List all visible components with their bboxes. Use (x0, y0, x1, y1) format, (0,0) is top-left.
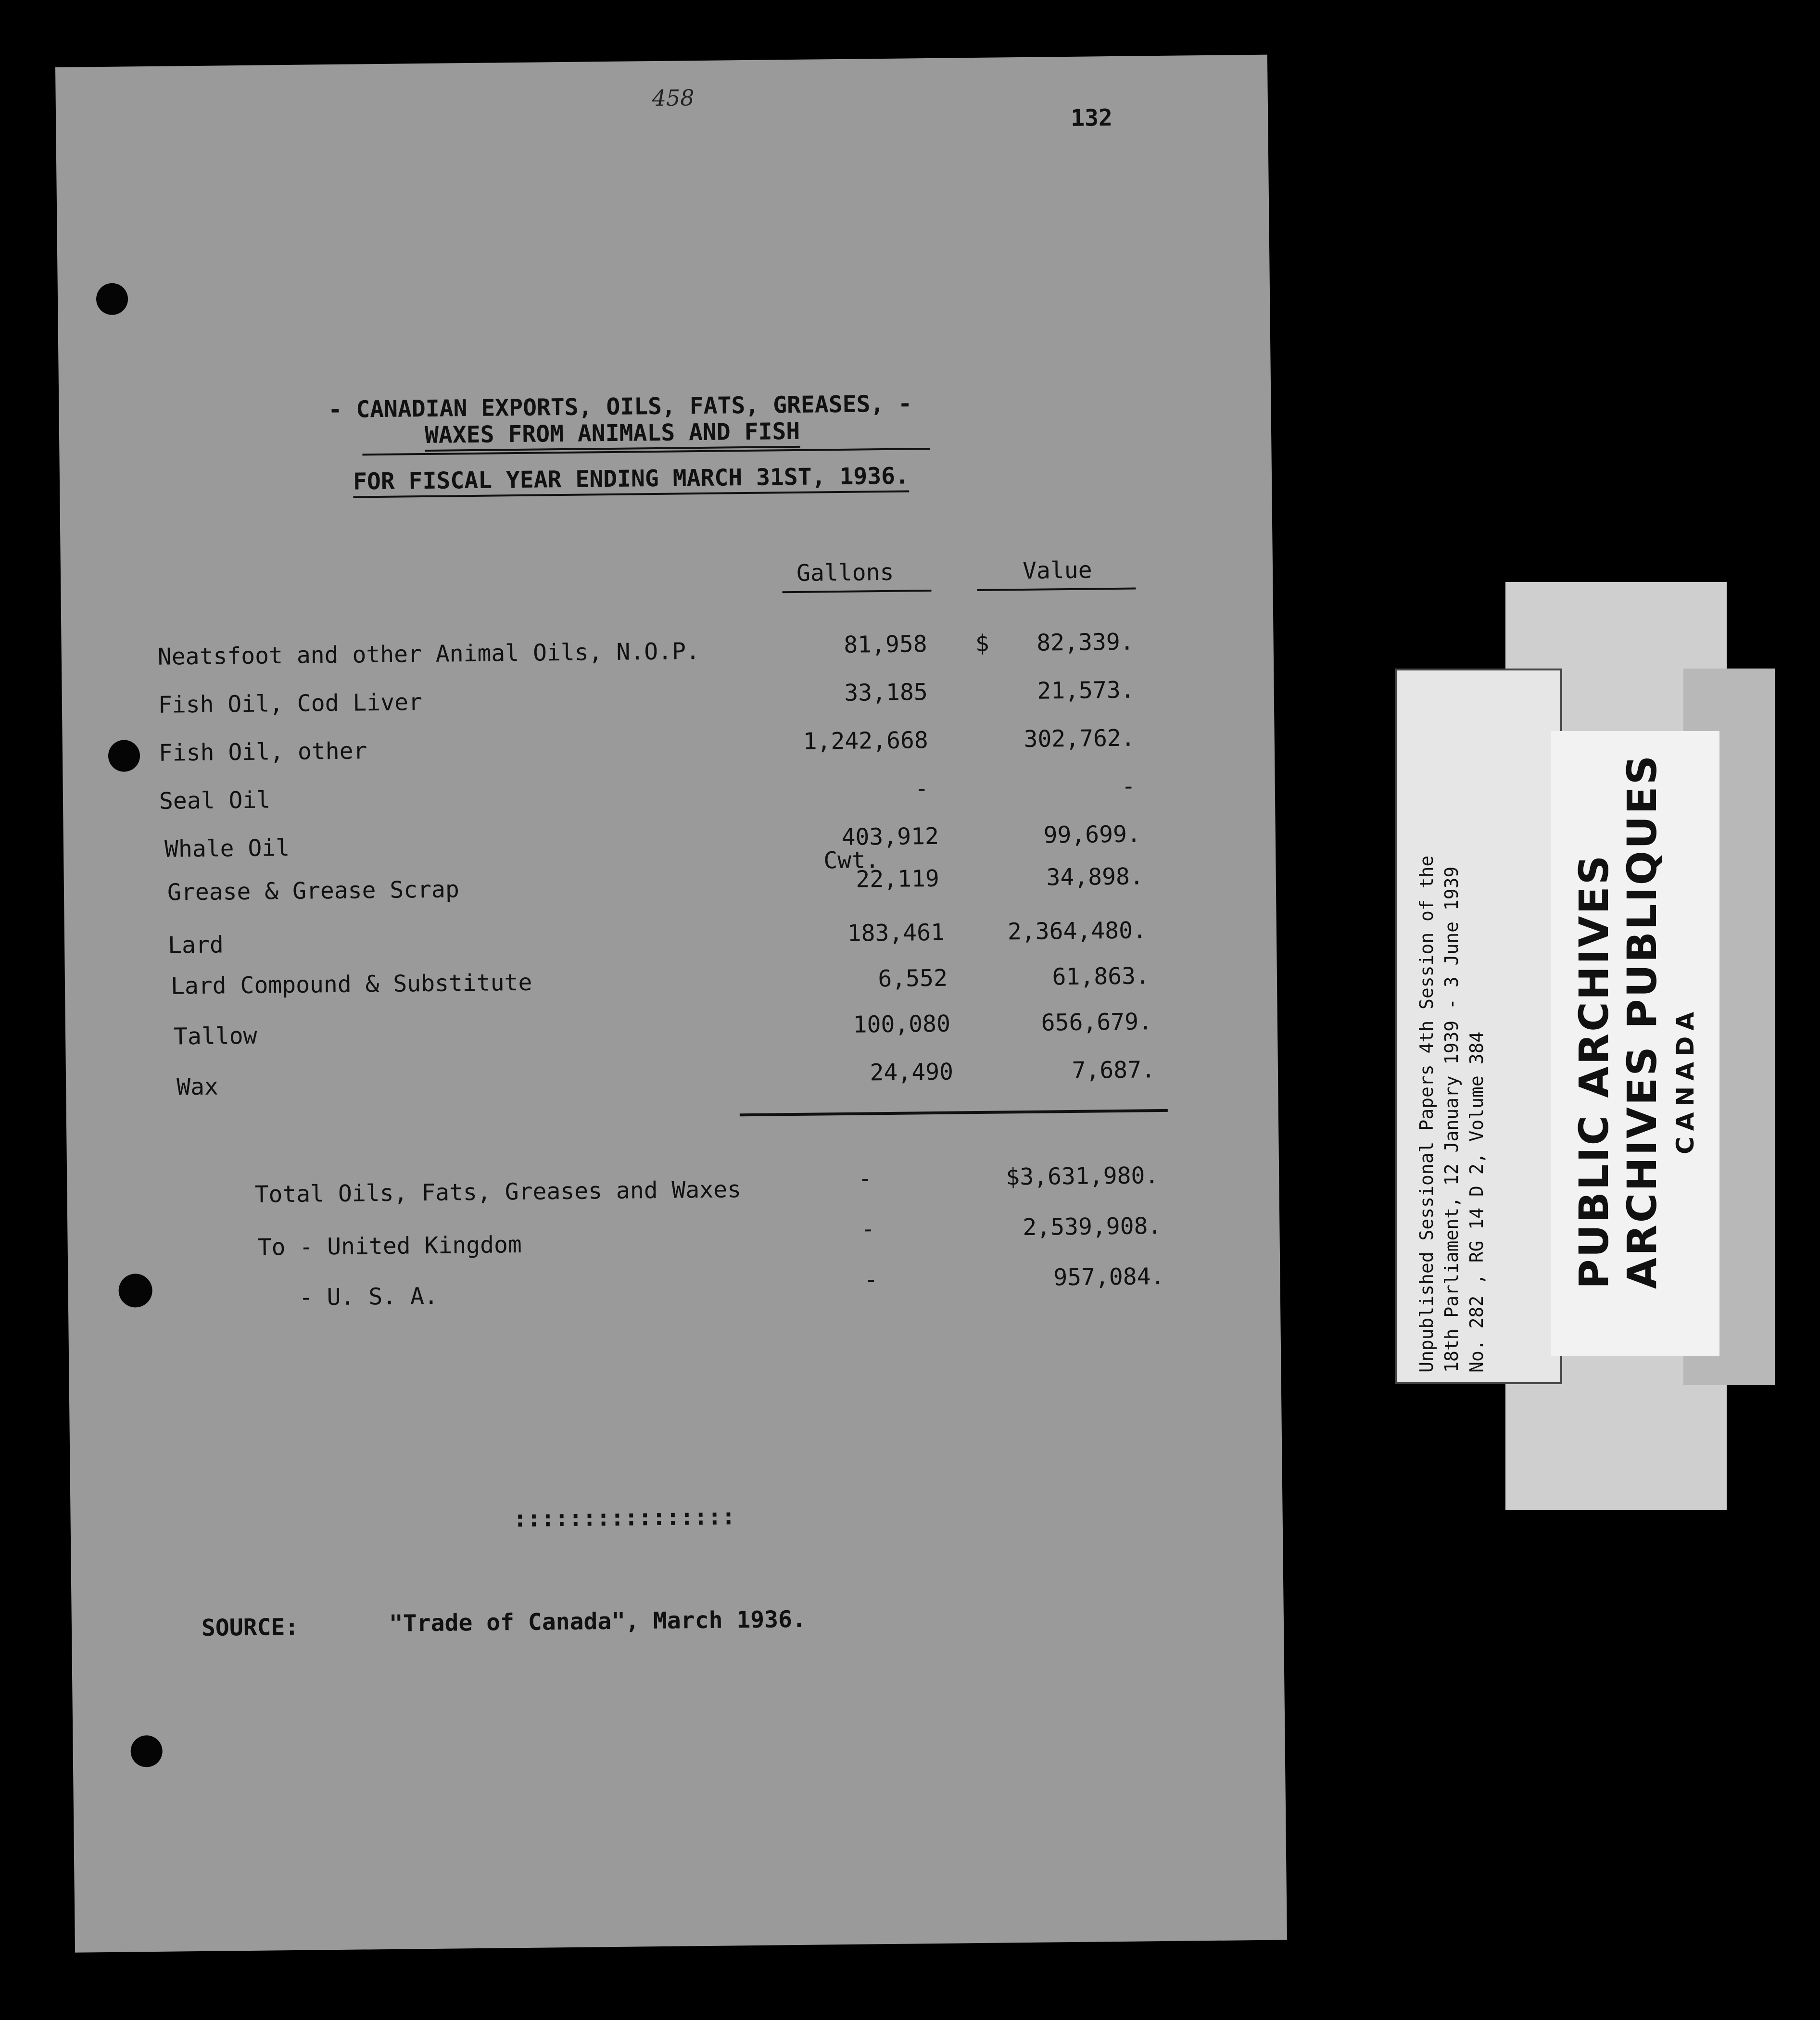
sum-rule (740, 1109, 1168, 1116)
column-header-underline (977, 588, 1136, 591)
row-label: Whale Oil (164, 834, 290, 863)
row-label: Lard (167, 931, 224, 959)
column-header-gallons: Gallons (796, 558, 894, 587)
punch-hole (96, 283, 128, 315)
page-annotation: 458 (652, 85, 695, 112)
archive-reference-label (1395, 669, 1562, 1384)
archive-reference-line-1: Unpublished Sessional Papers 4th Session of the (1416, 855, 1437, 1373)
stamp-line-2: ARCHIVES PUBLIQUES (1618, 753, 1666, 1289)
row-label: Lard Compound & Substitute (170, 969, 532, 1000)
dollar-sign: $ (975, 630, 989, 657)
row-label: Neatsfoot and other Animal Oils, N.O.P. (157, 638, 700, 670)
row-label: Seal Oil (159, 786, 271, 815)
separator: :::::::::::::::: (513, 1503, 736, 1533)
title-line-2: WAXES FROM ANIMALS AND FISH (424, 417, 800, 449)
row-gallons: 6,552 (878, 964, 948, 993)
total-value: $3,631,980. (1006, 1162, 1159, 1191)
source-text: "Trade of Canada", March 1936. (389, 1605, 807, 1637)
row-value: 302,762. (1024, 724, 1136, 753)
row-value: 7,687. (1072, 1056, 1156, 1084)
total-gallons: - (861, 1215, 875, 1243)
title-line-3: FOR FISCAL YEAR ENDING MARCH 31ST, 1936. (353, 462, 910, 495)
total-label: - U. S. A. (299, 1282, 439, 1311)
row-gallons: 1,242,668 (803, 727, 929, 755)
row-value: - (1121, 772, 1136, 800)
page-number: 132 (1070, 104, 1113, 132)
archive-reference-line-3: No. 282 , RG 14 D 2, Volume 384 (1466, 1031, 1487, 1373)
row-label: Fish Oil, other (158, 737, 367, 767)
row-value: 99,699. (1043, 821, 1141, 849)
archive-reference-line-2: 18th Parliament, 12 January 1939 - 3 June 1939 (1441, 866, 1462, 1373)
punch-hole (108, 740, 140, 772)
row-gallons: 24,490 (870, 1058, 954, 1086)
title-line-1: - CANADIAN EXPORTS, OILS, FATS, GREASES, - (328, 390, 912, 424)
row-gallons: 22,119 (856, 865, 940, 893)
row-gallons: 403,912 (841, 822, 939, 851)
row-label: Wax (176, 1073, 219, 1101)
row-gallons: 100,080 (853, 1010, 951, 1038)
unit-note: Cwt. (823, 846, 880, 874)
row-value: 34,898. (1046, 863, 1144, 891)
total-label: Total Oils, Fats, Greases and Waxes (254, 1176, 742, 1208)
punch-hole (130, 1735, 163, 1768)
title-underline (362, 448, 930, 455)
source-label: SOURCE: (201, 1613, 299, 1641)
row-value: 61,863. (1052, 962, 1150, 991)
row-value: 21,573. (1037, 676, 1135, 705)
stamp-line-1: PUBLIC ARCHIVES (1570, 853, 1618, 1289)
total-value: 2,539,908. (1023, 1212, 1162, 1241)
archives-stamp (1551, 731, 1719, 1356)
stamp-line-3: CANADA (1671, 1006, 1699, 1154)
total-value: 957,084. (1053, 1262, 1165, 1291)
row-value: 2,364,480. (1007, 917, 1147, 946)
row-label: Tallow (173, 1022, 257, 1050)
row-gallons: 33,185 (844, 679, 928, 707)
row-gallons: 81,958 (843, 631, 927, 658)
row-gallons: 183,461 (847, 919, 945, 947)
column-header-value: Value (1022, 556, 1092, 584)
total-gallons: - (858, 1165, 872, 1192)
row-gallons: - (914, 775, 929, 802)
total-gallons: - (864, 1266, 878, 1293)
punch-hole (118, 1274, 152, 1308)
document-page (55, 55, 1287, 1953)
row-label: Grease & Grease Scrap (167, 876, 460, 906)
column-header-underline (782, 590, 931, 593)
row-value: 82,339. (1036, 628, 1134, 656)
row-label: Fish Oil, Cod Liver (158, 689, 423, 719)
row-value: 656,679. (1041, 1008, 1153, 1036)
total-label: To - United Kingdom (257, 1231, 522, 1261)
